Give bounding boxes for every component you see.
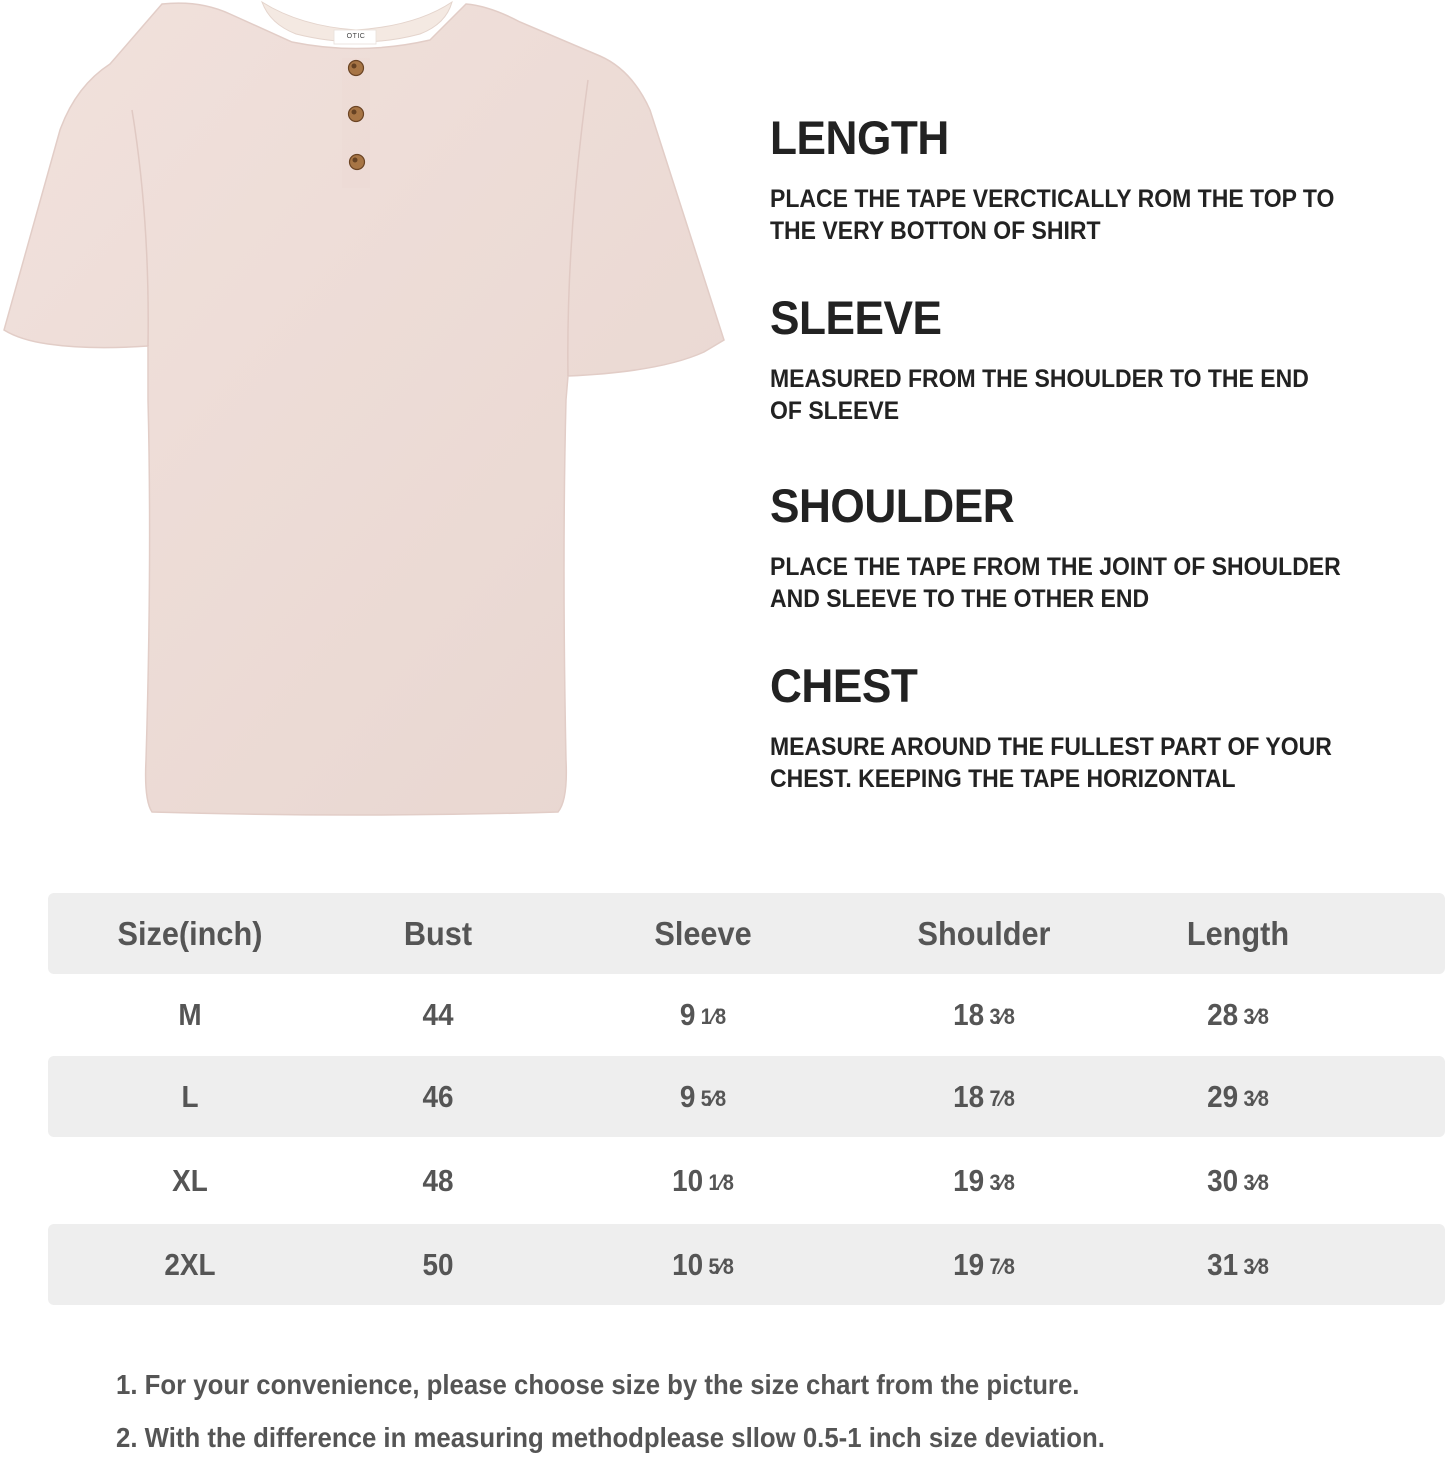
guide-sleeve (770, 291, 1430, 427)
table-header-row (48, 893, 1445, 974)
size-table (48, 893, 1445, 1305)
guide-chest (770, 659, 1430, 795)
cell-bust: 44 (422, 997, 454, 1032)
table-row (48, 1224, 1445, 1305)
table-row (48, 974, 1445, 1056)
product-image-shirt (0, 0, 730, 830)
cell-sleeve: 9 1⁄8 (679, 997, 727, 1032)
note-2: 2. With the difference in measuring methodplease sllow 0.5-1 inch size deviation. (116, 1422, 1105, 1453)
cell-shoulder: 19 3⁄8 (953, 1162, 1015, 1198)
cell-shoulder: 18 3⁄8 (953, 997, 1015, 1032)
guide-title: SLEEVE (770, 291, 942, 344)
guide-length (770, 111, 1430, 247)
cell-size: L (181, 1078, 199, 1114)
header-sleeve: Sleeve (654, 914, 752, 952)
cell-bust: 50 (422, 1246, 454, 1282)
cell-bust: 46 (422, 1078, 454, 1114)
header-size: Size(inch) (117, 914, 263, 952)
shirt-illustration (0, 0, 730, 830)
guide-title: CHEST (770, 659, 918, 712)
guide-text: PLACE THE TAPE FROM THE JOINT OF SHOULDER AND SLEEVE TO THE OTHER END (770, 553, 1341, 613)
header-length: Length (1186, 914, 1290, 952)
header-bust: Bust (403, 914, 473, 952)
guide-shoulder (770, 479, 1430, 615)
cell-sleeve: 9 5⁄8 (679, 1078, 727, 1114)
cell-length: 30 3⁄8 (1207, 1162, 1269, 1198)
guide-title: SHOULDER (770, 479, 1015, 532)
cell-shoulder: 18 7⁄8 (953, 1078, 1015, 1114)
table-row (48, 1137, 1445, 1224)
cell-size: 2XL (164, 1246, 216, 1282)
size-notes (116, 1358, 1191, 1464)
cell-sleeve: 10 5⁄8 (672, 1246, 734, 1282)
guide-text: MEASURE AROUND THE FULLEST PART OF YOUR CHEST. KEEPING THE TAPE HORIZONTAL (770, 733, 1332, 793)
note-1: 1. For your convenience, please choose size by the size chart from the picture. (116, 1369, 1080, 1400)
guide-text: MEASURED FROM THE SHOULDER TO THE END OF SLEEVE (770, 365, 1309, 425)
cell-length: 31 3⁄8 (1207, 1246, 1269, 1282)
cell-shoulder: 19 7⁄8 (953, 1246, 1015, 1282)
cell-length: 28 3⁄8 (1207, 997, 1269, 1032)
guide-title: LENGTH (770, 111, 949, 164)
brand-label-text: OTIC (346, 33, 366, 40)
header-shoulder: Shoulder (917, 914, 1051, 952)
cell-bust: 48 (422, 1162, 454, 1198)
table-row (48, 1056, 1445, 1137)
cell-size: XL (172, 1162, 208, 1198)
cell-sleeve: 10 1⁄8 (672, 1162, 734, 1198)
cell-size: M (178, 997, 202, 1032)
cell-length: 29 3⁄8 (1207, 1078, 1269, 1114)
guide-text: PLACE THE TAPE VERCTICALLY ROM THE TOP TO THE VERY BOTTON OF SHIRT (770, 185, 1335, 245)
